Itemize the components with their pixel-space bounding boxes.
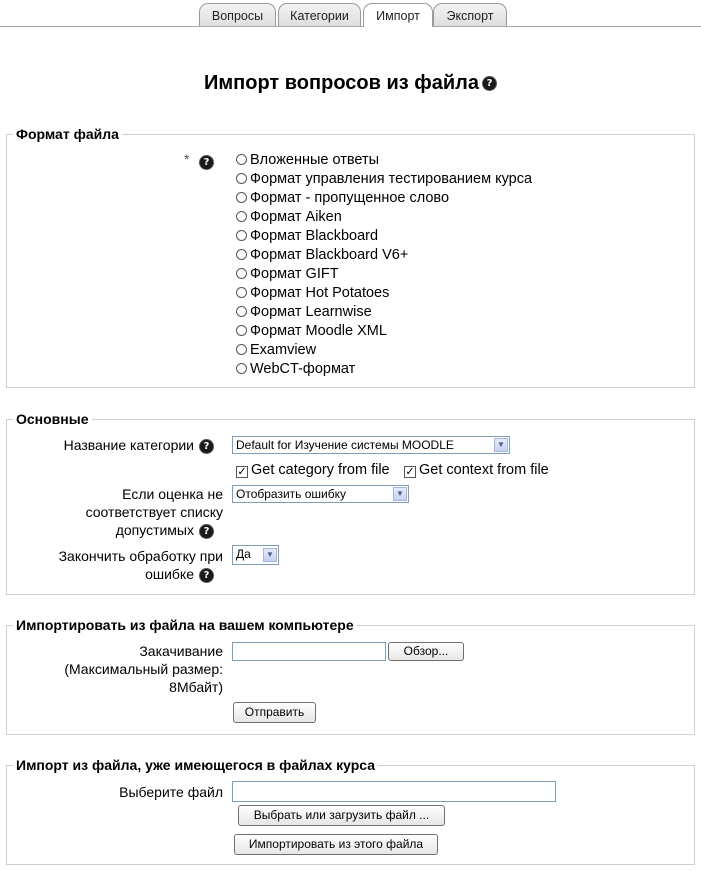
chevron-down-icon: ▼	[494, 438, 508, 452]
course-file-legend: Импорт из файла, уже имеющегося в файлах курса	[16, 757, 376, 773]
category-select[interactable]	[232, 436, 510, 454]
tab-import[interactable]: Импорт	[363, 3, 433, 27]
tab-export[interactable]: Экспорт	[433, 3, 507, 26]
checkbox-label: Get context from file	[419, 462, 549, 478]
category-select-value: Default for Изучение системы MOODLE	[236, 438, 454, 452]
radio-button[interactable]	[236, 287, 247, 298]
grade-select-value: Отобразить ошибку	[236, 487, 347, 501]
checkbox[interactable]: ✓	[405, 465, 415, 478]
radio-button[interactable]	[236, 173, 247, 184]
upload-label-line2: (Максимальный размер:	[64, 661, 223, 677]
format-legend: Формат файла	[16, 126, 119, 142]
choose-upload-button[interactable]: Выбрать или загрузить файл ...	[238, 805, 445, 826]
page-title-text: Импорт вопросов из файла	[204, 72, 479, 94]
help-icon[interactable]: ?	[199, 524, 214, 539]
option-label: Формат - пропущенное слово	[250, 190, 450, 206]
upload-file-input[interactable]	[232, 642, 386, 661]
grade-label-line2: соответствует списку	[85, 504, 223, 520]
upload-label-line3: 8Мбайт)	[169, 679, 223, 695]
tab-bar	[0, 0, 701, 27]
stop-select-value: Да	[236, 547, 251, 561]
format-option[interactable]	[236, 284, 389, 303]
option-label: Формат управления тестированием курса	[250, 171, 533, 187]
category-label: Название категории	[63, 437, 194, 453]
format-option[interactable]	[236, 341, 316, 360]
format-option[interactable]	[236, 360, 355, 379]
radio-button[interactable]	[236, 344, 247, 355]
get-context-checkbox[interactable]	[404, 461, 549, 480]
stop-select[interactable]	[232, 545, 279, 565]
option-label: Формат GIFT	[250, 266, 339, 282]
format-option[interactable]	[236, 151, 379, 170]
help-icon[interactable]: ?	[482, 76, 497, 91]
upload-legend: Импортировать из файла на вашем компьютере	[16, 617, 354, 633]
browse-button[interactable]: Обзор...	[388, 642, 464, 661]
radio-button[interactable]	[236, 154, 247, 165]
option-label: Формат Hot Potatoes	[250, 285, 390, 301]
radio-button[interactable]	[236, 268, 247, 279]
choose-file-label: Выберите файл	[119, 784, 223, 800]
tab-questions[interactable]: Вопросы	[199, 3, 276, 26]
grade-label-line1: Если оценка не	[122, 486, 223, 502]
option-label: Формат Aiken	[250, 209, 342, 225]
get-category-checkbox[interactable]	[236, 461, 390, 480]
chevron-down-icon: ▼	[263, 548, 277, 562]
format-option[interactable]	[236, 170, 532, 189]
format-option[interactable]	[236, 208, 342, 227]
radio-button[interactable]	[236, 249, 247, 260]
grade-label-line3: допустимых	[115, 522, 194, 538]
option-label: Формат Blackboard	[250, 228, 379, 244]
option-label: Формат Learnwise	[250, 304, 372, 320]
format-option[interactable]	[236, 303, 372, 322]
checkbox-label: Get category from file	[251, 462, 390, 478]
general-legend: Основные	[16, 411, 89, 427]
tab-categories[interactable]: Категории	[278, 3, 361, 26]
checkbox[interactable]: ✓	[237, 465, 247, 478]
option-label: Формат Moodle XML	[250, 323, 387, 339]
radio-button[interactable]	[236, 306, 247, 317]
option-label: Examview	[250, 342, 317, 358]
format-option[interactable]	[236, 322, 387, 341]
option-label: Вложенные ответы	[250, 152, 380, 168]
option-label: WebCT-формат	[250, 361, 356, 377]
page-title	[0, 72, 701, 95]
import-file-button[interactable]: Импортировать из этого файла	[234, 834, 438, 855]
radio-button[interactable]	[236, 211, 247, 222]
grade-select[interactable]	[232, 485, 409, 503]
required-marker: *	[184, 151, 190, 167]
help-icon[interactable]: ?	[199, 155, 214, 170]
option-label: Формат Blackboard V6+	[250, 247, 409, 263]
chevron-down-icon: ▼	[393, 487, 407, 501]
submit-button[interactable]: Отправить	[233, 702, 316, 723]
help-icon[interactable]: ?	[199, 439, 214, 454]
choose-file-input[interactable]	[232, 781, 556, 802]
stop-label-line1: Закончить обработку при	[58, 548, 223, 564]
radio-button[interactable]	[236, 363, 247, 374]
tab-divider	[0, 26, 701, 27]
radio-button[interactable]	[236, 230, 247, 241]
format-option[interactable]	[236, 265, 339, 284]
radio-button[interactable]	[236, 192, 247, 203]
radio-button[interactable]	[236, 325, 247, 336]
format-option[interactable]	[236, 227, 378, 246]
format-option[interactable]	[236, 246, 408, 265]
stop-label-line2: ошибке	[145, 566, 194, 582]
format-option[interactable]	[236, 189, 449, 208]
upload-label-line1: Закачивание	[139, 643, 223, 659]
help-icon[interactable]: ?	[199, 568, 214, 583]
